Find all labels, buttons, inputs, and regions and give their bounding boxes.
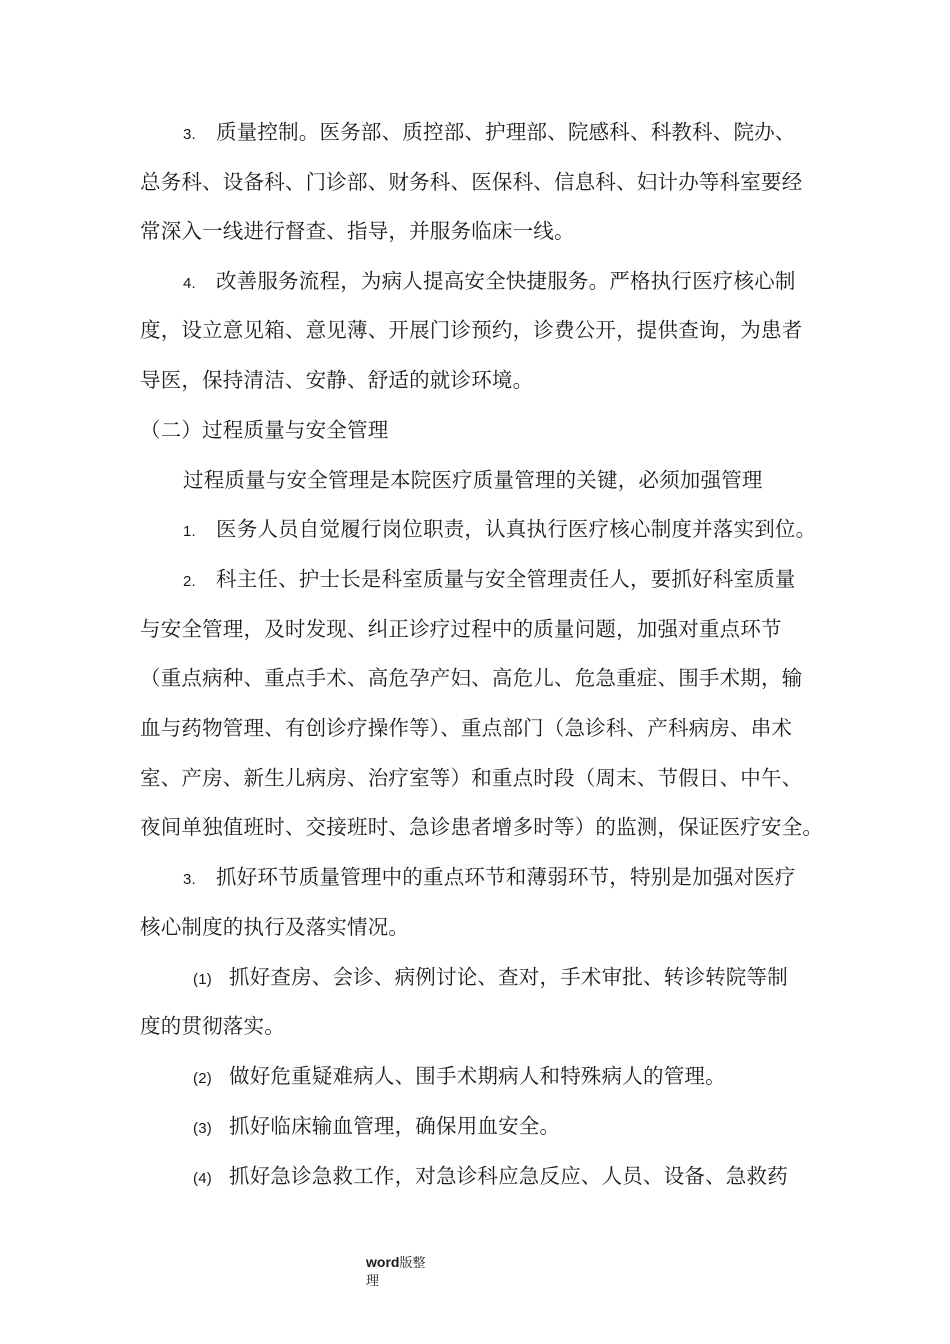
footer-word: word [366,1254,400,1270]
item-text: 改善服务流程，为病人提高安全快捷服务。严格执行医疗核心制 [216,269,796,293]
step-2-line-5: 室、产房、新生儿病房、治疗室等）和重点时段（周末、节假日、中午、 [140,766,803,790]
item-text: 科主任、护士长是科室质量与安全管理责任人，要抓好科室质量 [216,567,796,591]
item-text: 医务人员自觉履行岗位职责，认真执行医疗核心制度并落实到位。 [216,517,817,541]
item-3-line-2: 总务科、设备科、门诊部、财务科、医保科、信息科、妇计办等科室要经 [140,170,803,194]
item-number: 2. [183,573,196,590]
step-2-line-4: 血与药物管理、有创诊疗操作等）、重点部门（急诊科、产科病房、串术 [140,716,793,740]
subitem-text: 做好危重疑难病人、围手术期病人和特殊病人的管理。 [229,1064,726,1088]
subitem-2-line-1 [193,1061,893,1094]
footer-line-2: 理 [366,1274,380,1289]
item-4-line-2: 度，设立意见箱、意见薄、开展门诊预约，诊费公开，提供查询，为患者 [140,318,803,342]
subitem-number: (3) [193,1120,212,1137]
item-number: 3. [183,126,196,143]
footer-line-1 [366,1253,456,1273]
step-1-line-1 [183,514,883,547]
subitem-text: 抓好急诊急救工作，对急诊科应急反应、人员、设备、急救药 [229,1164,788,1188]
subitem-number: (1) [193,971,212,988]
item-number: 4. [183,275,196,292]
item-3-line-1 [183,117,883,150]
step-2-line-3: （重点病种、重点手术、高危孕产妇、高危儿、危急重症、围手术期，输 [140,666,803,690]
item-number: 1. [183,523,196,540]
subitem-text: 抓好临床输血管理，确保用血安全。 [229,1114,561,1138]
step-2-line-2: 与安全管理，及时发现、纠正诊疗过程中的质量问题，加强对重点环节 [140,617,782,641]
step-3-line-2: 核心制度的执行及落实情况。 [140,915,410,939]
section-heading: （二）过程质量与安全管理 [140,418,389,442]
page-footer [366,1253,456,1291]
item-number: 3. [183,871,196,888]
subitem-1-line-2: 度的贯彻落实。 [140,1014,285,1038]
subitem-text: 抓好查房、会诊、病例讨论、查对，手术审批、转诊转院等制 [229,965,788,989]
step-3-line-1 [183,862,883,895]
footer-rest-1: 版整 [399,1256,426,1271]
subitem-4-line-1 [193,1161,893,1194]
item-4-line-3: 导医，保持清洁、安静、舒适的就诊环境。 [140,368,534,392]
subitem-number: (2) [193,1070,212,1087]
item-text: 抓好环节质量管理中的重点环节和薄弱环节，特别是加强对医疗 [216,865,796,889]
item-text: 质量控制。医务部、质控部、护理部、院感科、科教科、院办、 [216,120,796,144]
step-2-line-6: 夜间单独值班时、交接班时、急诊患者增多时等）的监测，保证医疗安全。 [140,815,824,839]
subitem-number: (4) [193,1170,212,1187]
subitem-1-line-1 [193,962,893,995]
subitem-3-line-1 [193,1111,893,1144]
step-2-line-1 [183,564,883,597]
section-intro: 过程质量与安全管理是本院医疗质量管理的关键，必须加强管理 [183,468,763,492]
item-4-line-1 [183,266,883,299]
item-3-line-3: 常深入一线进行督查、指导，并服务临床一线。 [140,219,575,243]
